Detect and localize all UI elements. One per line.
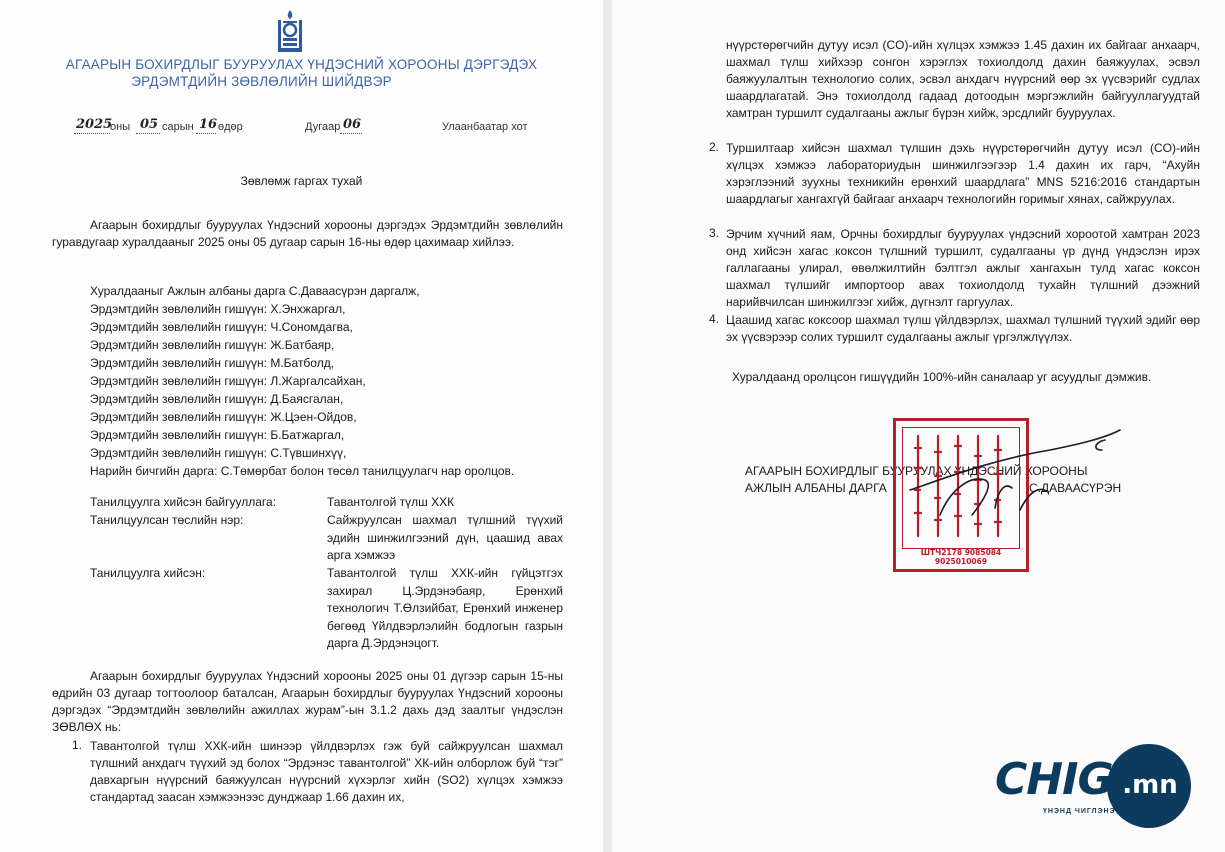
attendee-line: Эрдэмтдийн зөвлөлийн гишүүн: М.Батболд, <box>90 356 335 370</box>
attendee-line: Эрдэмтдийн зөвлөлийн гишүүн: С.Түвшинхүү, <box>90 446 347 460</box>
attendee-line: Эрдэмтдийн зөвлөлийн гишүүн: Д.Баясгалан, <box>90 392 344 406</box>
attendee-line: Эрдэмтдийн зөвлөлийн гишүүн: Л.Жаргалсайхан, <box>90 374 366 388</box>
attendee-line: Эрдэмтдийн зөвлөлийн гишүүн: Ж.Батбаяр, <box>90 338 335 352</box>
attendee-line: Эрдэмтдийн зөвлөлийн гишүүн: Б.Батжаргал, <box>90 428 345 442</box>
date-day-suffix: өдөр <box>218 121 243 133</box>
attendee-line: Эрдэмтдийн зөвлөлийн гишүүн: Ж.Цэен-Ойдов, <box>90 410 357 424</box>
date-year-suffix: оны <box>110 121 131 133</box>
project-name-label: Танилцуулсан төслийн нэр: <box>90 513 244 527</box>
date-day-underline <box>196 133 216 134</box>
attendee-line: Эрдэмтдийн зөвлөлийн гишүүн: Ч.Сономдагва, <box>90 320 353 334</box>
org-title-line2: ЭРДЭМТДИЙН ЗӨВЛӨЛИЙН ШИЙДВЭР <box>131 74 392 89</box>
stamp-registration-number: ШТЧ2178 9085084 9025010069 <box>920 548 1002 566</box>
recommendation-4-number: 4. <box>709 312 720 326</box>
recommendation-3-text: Эрчим хүчний яам, Орчны бохирдлыг бууруулах үндэсний хороотой хамтран 2023 онд хийсэн хагас коксон түлшний туршилт, судалгааны үр дүнд үндэслэн ирэх галлагааны улирал, өвөлжилтийн бэлтгэл ажлыг хангахын тулд хагас коксон шахмал түлшийг импортоор авах тохиолдолд тухайн түлшний дээжний нарийвчилсан шинжилгээг хийж, дүгнэлт гаргуулах. <box>726 227 1200 309</box>
signatory-name: С.ДАВААСҮРЭН <box>1029 481 1122 495</box>
chig-mn-logo <box>995 742 1195 826</box>
recommendation-3-number: 3. <box>709 226 720 240</box>
recommendation-1-continuation: нүүрстөрөгчийн дутуу исэл (CO)-ийн хүлцэх хэмжээ 1.45 дахин их байгааг анхаарч, шахмал түлш хийхээр сонгон хэрэглэх тохиолдолд дахин баяжуулах, эсвэл баяжуулалтын технологио солих, эсвэл анхдагч нүүрсний өөр эх үүсвэрийг судлах шаардлагатай. Энэ тохиолдолд гадаад дотоодын мэргэжлийн байгууллагуудтай хамтран туршилт судалгааны ажлыг бүрэн хийж, эрсдлийг бууруулах. <box>726 38 1200 120</box>
logo-main-text: CHIG <box>995 754 1113 805</box>
date-month-underline <box>136 133 160 134</box>
date-year-underline <box>74 133 110 134</box>
org-title-line1: АГААРЫН БОХИРДЛЫГ БУУРУУЛАХ ҮНДЭСНИЙ ХОРООНЫ ДЭРГЭДЭХ <box>65 57 538 72</box>
number-underline <box>340 133 362 134</box>
date-year: 2025 <box>76 117 113 132</box>
vote-result: Хуралдаанд оролцсон гишүүдийн 100%-ийн саналаар уг асуудлыг дэмжив. <box>732 370 1152 384</box>
basis-paragraph: Агаарын бохирдлыг бууруулах Үндэсний хорооны 2025 оны 01 дүгээр сарын 15-ны өдрийн 03 дугаар тогтоолоор баталсан, Агаарын бохирдлыг бууруулах Үндэсний хорооны дэргэдэх “Эрдэмтдийн зөвлөлийн ажиллах журам”-ын 3.1.2 дахь дэд заалтыг үндэслэн ЗӨВЛӨХ нь: <box>52 669 563 734</box>
presenter-org-value: Тавантолгой түлш ХХК <box>327 495 455 509</box>
document-subject: Зөвлөмж гаргах тухай <box>240 174 363 188</box>
number-value: 06 <box>343 117 362 132</box>
presenters-label: Танилцуулга хийсэн: <box>90 566 206 580</box>
handwritten-signature-icon <box>880 420 1140 540</box>
attendee-line: Хуралдааныг Ажлын албаны дарга С.Даваасүрэн даргалж, <box>90 284 420 298</box>
date-month-suffix: сарын <box>162 121 194 133</box>
signatory-org: АГААРЫН БОХИРДЛЫГ БУУРУУЛАХ ҮНДЭСНИЙ ХОРООНЫ <box>745 464 1088 478</box>
city-name: Улаанбаатар хот <box>442 121 528 133</box>
recommendation-4-text: Цаашид хагас коксоор шахмал түлш үйлдвэрлэх, шахмал түлшний түүхий эдийг өөр эх үүсвэрээр солих туршилт судалгааны ажлыг үргэлжлүүлэх. <box>726 313 1200 344</box>
document-page-left <box>0 0 603 852</box>
date-month: 05 <box>140 117 159 132</box>
soyombo-emblem-icon <box>270 8 310 56</box>
project-name-value: Сайжруулсан шахмал түлшний түүхий эдийн шинжилгээний дүн, цаашид авах арга хэмжээ <box>327 513 563 562</box>
attendee-line: Нарийн бичгийн дарга: С.Төмөрбат болон төсөл танилцуулагч нар оролцов. <box>90 464 515 478</box>
recommendation-2-number: 2. <box>709 140 720 154</box>
recommendation-2-text: Туршилтаар хийсэн шахмал түлшин дэхь нүүрстөрөгчийн дутуу исэл (CO)-ийн хүлцэх хэмжээ лабораториудын шинжилгээгээр 1.4 дахин их гарч, “Ахуйн хэрэглээний зуухны техникийн ерөнхий шаардлага” MNS 5216:2016 стандартын шаардлагыг хангахгүй байгааг анхаарч технологийн горимыг хянах, сайжруулах. <box>726 141 1200 206</box>
attendee-line: Эрдэмтдийн зөвлөлийн гишүүн: Х.Энхжаргал, <box>90 302 346 316</box>
recommendation-1-text: Тавантолгой түлш ХХК-ийн шинээр үйлдвэрлэх гэж буй сайжруулсан шахмал түлшний анхдагч түүхий эд болох “Эрдэнэс тавантолгой” ХК-ийн олборлож буй “тэг” давхаргын нүүрсний баяжуулсан нүүрсний хүхэрлэг хийн (SO2) хүлцэх хэмжээ стандартад заасан хэмжээнээс дунджаар 1.66 дахин их, <box>90 739 563 804</box>
logo-tagline: ҮНЭНД ЧИГЛЭНЭ <box>1043 808 1116 815</box>
date-day: 16 <box>199 117 218 132</box>
recommendation-1-number: 1. <box>72 738 83 752</box>
logo-mn-text: .mn <box>1122 770 1178 800</box>
intro-paragraph: Агаарын бохирдлыг бууруулах Үндэсний хорооны дэргэдэх Эрдэмтдийн зөвлөлийн гуравдугаар хуралдааныг 2025 оны 05 дугаар сарын 16-ны өдөр цахимаар хийлээ. <box>52 218 563 249</box>
presenter-org-label: Танилцуулга хийсэн байгууллага: <box>90 495 277 509</box>
signatory-title: АЖЛЫН АЛБАНЫ ДАРГА <box>745 481 887 495</box>
presenters-value: Тавантолгой түлш ХХК-ийн гүйцэтгэх захирал Ц.Эрдэнэбаяр, Ерөнхий технологич Т.Өлзийбат, Ерөнхий инженер бөгөөд Үйлдвэрлэлийн бодлогын газрын дарга Д.Эрдэнэцогт. <box>327 566 563 650</box>
number-label: Дугаар <box>305 121 341 133</box>
